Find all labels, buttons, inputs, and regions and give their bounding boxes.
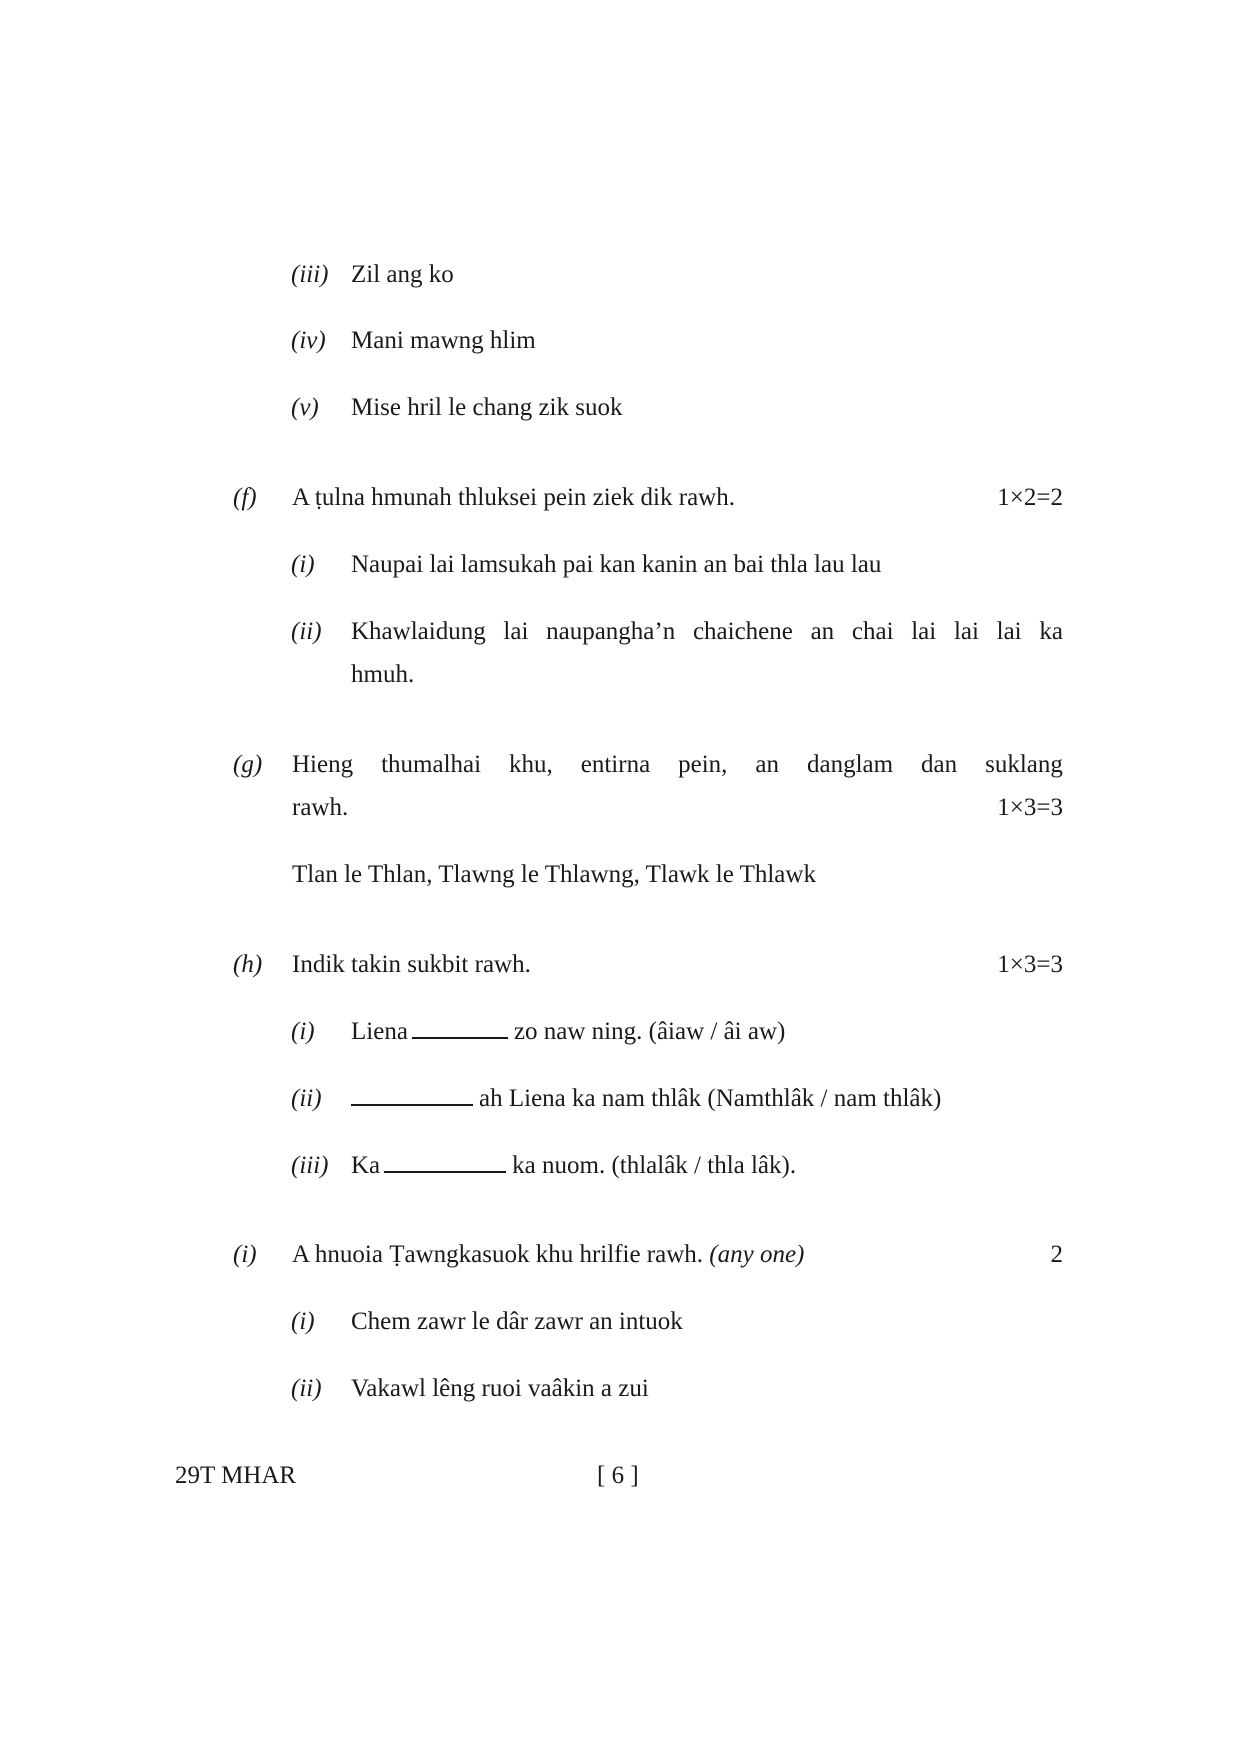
question-g-text-line1 [292,750,1063,780]
item-number: (i) [291,1308,315,1335]
item-text: Mise hril le chang zik suok [351,394,623,421]
item-text: Mani mawng hlim [351,327,536,354]
blank-line [384,1153,506,1173]
item-number: (i) [291,1018,315,1045]
question-i-text [292,1240,804,1270]
question-g-text-line2: rawh. [292,794,349,821]
blank-line [351,1086,473,1106]
item-number: (iii) [291,1152,329,1179]
text-before: Liena [351,1018,408,1045]
item-text: Chem zawr le dâr zawr an intuok [351,1308,683,1335]
item-text: Zil ang ko [351,261,454,288]
question-g-example: Tlan le Thlan, Tlawng le Thlawng, Tlawk le Thlawk [292,861,816,888]
word: lai [953,618,979,645]
question-i-marks: 2 [1050,1241,1063,1268]
question-g-marks: 1×3=3 [997,794,1063,821]
fill-blank-item [351,1017,785,1047]
paper-code: 29T MHAR [175,1462,297,1489]
word: lai [911,618,937,645]
item-text: Vakawl lêng ruoi vaâkin a zui [351,1375,649,1402]
question-h-text: Indik takin sukbit rawh. [292,951,531,978]
item-text: Naupai lai lamsukah pai kan kanin an bai thla lau lau [351,551,882,578]
word: danglam [806,751,894,778]
text-after: ah Liena ka nam thlâk (Namthlâk / nam thlâk) [479,1085,942,1112]
question-label-i: (i) [233,1241,257,1268]
item-number: (i) [291,551,315,578]
item-text-line2: hmuh. [351,661,415,688]
item-number: (ii) [291,1375,322,1402]
word: pein, [678,751,728,778]
blank-line [412,1019,508,1039]
question-label-f: (f) [233,484,257,511]
word: lai [996,618,1022,645]
word: ka [1039,618,1063,645]
item-number: (iii) [291,261,329,288]
item-text-line1 [351,617,1063,647]
text-before: Ka [351,1152,381,1179]
fill-blank-item [351,1084,941,1114]
item-number: (v) [291,394,319,421]
question-i-main: A hnuoia Ṭawngkasuok khu hrilfie rawh. [292,1241,704,1268]
word: Hieng [292,751,354,778]
word: thumalhai [381,751,482,778]
word: an [810,618,835,645]
question-label-g: (g) [233,751,263,778]
item-number: (iv) [291,327,326,354]
question-f-marks: 1×2=2 [997,484,1063,511]
word: lai [503,618,529,645]
word: naupangha’n [546,618,676,645]
word: dan [921,751,958,778]
question-f-text: A ṭulna hmunah thluksei pein ziek dik rawh. [292,484,735,511]
page-number: [ 6 ] [597,1462,639,1489]
item-number: (ii) [291,1085,322,1112]
word: an [755,751,780,778]
text-after: ka nuom. (thlalâk / thla lâk). [512,1152,797,1179]
word: chaichene [692,618,793,645]
word: khu, [509,751,553,778]
item-number: (ii) [291,618,322,645]
text-after: zo naw ning. (âiaw / âi aw) [513,1018,786,1045]
question-label-h: (h) [233,951,263,978]
question-h-marks: 1×3=3 [997,951,1063,978]
word: Khawlaidung [351,618,486,645]
question-i-note: (any one) [709,1241,805,1268]
word: entirna [580,751,651,778]
fill-blank-item [351,1151,796,1181]
word: chai [851,618,894,645]
word: suklang [985,751,1063,778]
